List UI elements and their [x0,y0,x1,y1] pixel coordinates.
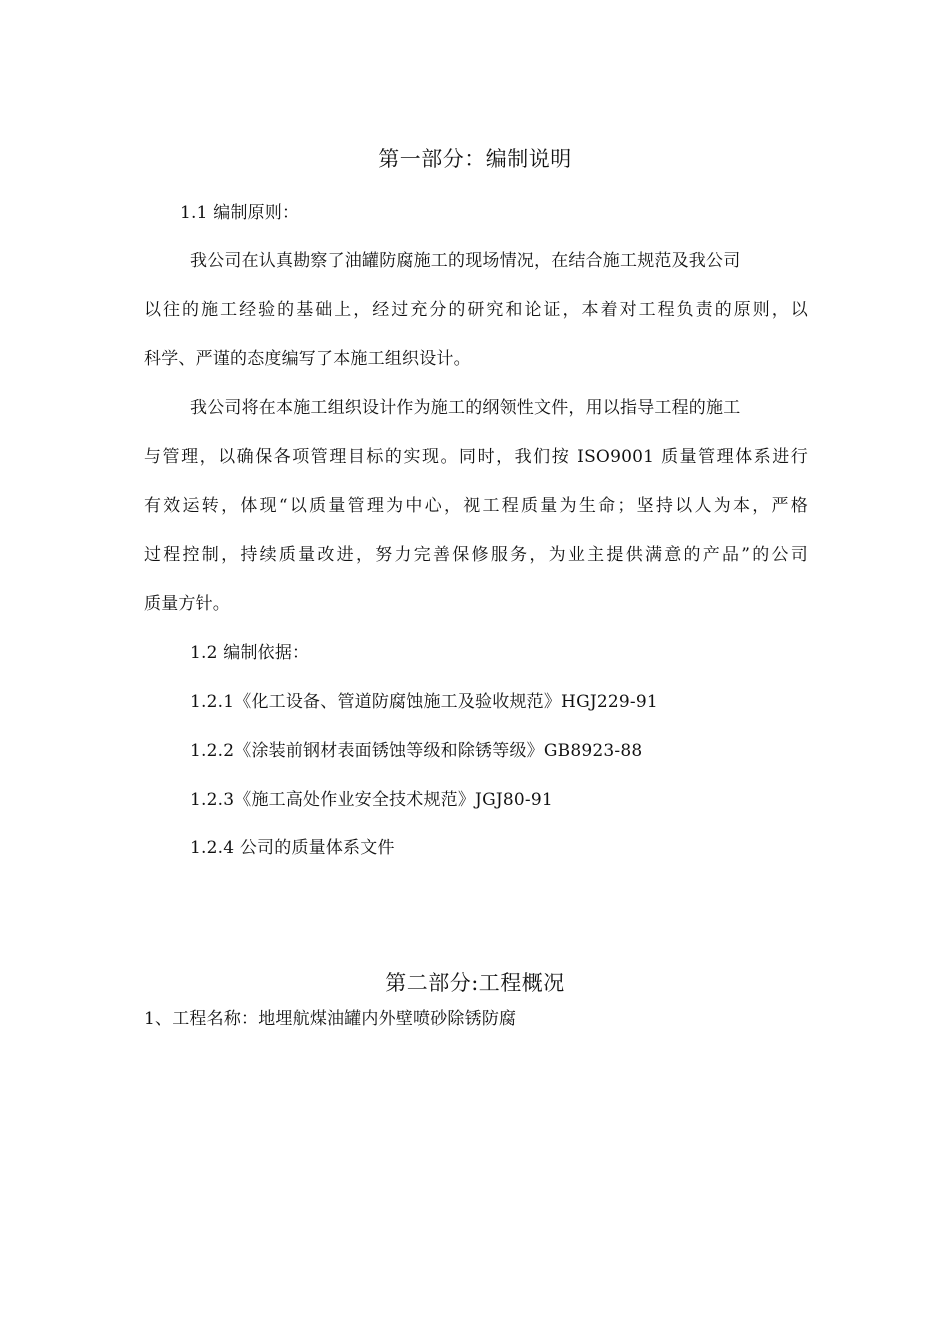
section2-title: 第二部分:工程概况 [385,971,565,995]
para1-line3: 科学、严谨的态度编写了本施工组织设计。 [144,349,471,369]
basis-item-1: 1.2.1《化工设备、管道防腐蚀施工及验收规范》HGJ229-91 [190,692,658,712]
para2-line4: 过程控制，持续质量改进，努力完善保修服务，为业主提供满意的产品”的公司 [144,545,808,565]
para2-line2: 与管理，以确保各项管理目标的实现。同时，我们按 ISO9001 质量管理体系进行 [144,447,808,467]
section1-title: 第一部分：编制说明 [378,147,572,171]
basis-item-2: 1.2.2《涂装前钢材表面锈蚀等级和除锈等级》GB8923-88 [190,741,643,761]
basis-item-3: 1.2.3《施工高处作业安全技术规范》JGJ80-91 [190,790,553,810]
para1-line2: 以往的施工经验的基础上，经过充分的研究和论证，本着对工程负责的原则，以 [144,300,808,320]
basis-item-4: 1.2.4 公司的质量体系文件 [190,838,395,858]
para1-line1: 我公司在认真勘察了油罐防腐施工的现场情况，在结合施工规范及我公司 [190,251,741,271]
basis-heading: 1.2 编制依据： [190,643,310,663]
para2-line3: 有效运转，体现“以质量管理为中心，视工程质量为生命；坚持以人为本，严格 [144,496,808,516]
para2-line1: 我公司将在本施工组织设计作为施工的纲领性文件，用以指导工程的施工 [190,398,741,418]
principle-heading: 1.1 编制原则： [180,203,300,223]
project-name-line: 1、工程名称：地埋航煤油罐内外壁喷砂除锈防腐 [144,1009,517,1029]
para2-line5: 质量方针。 [144,594,230,614]
